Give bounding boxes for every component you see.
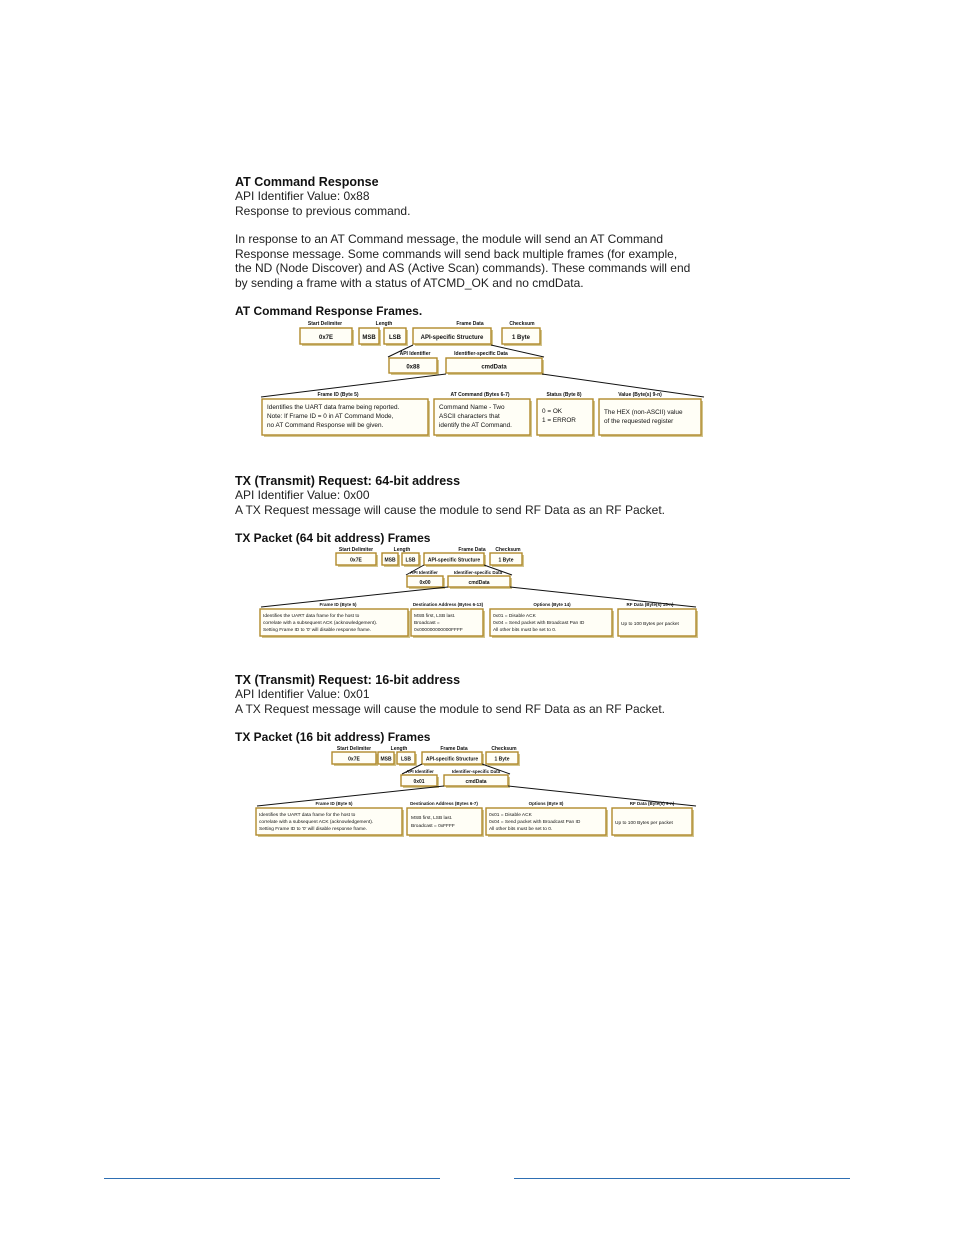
header-length: Length (375, 321, 393, 327)
header-start-delimiter: Start Delimiter (338, 547, 374, 553)
section-title: TX (Transmit) Request: 16-bit address (235, 673, 461, 687)
header-api-identifier: API Identifier (406, 769, 434, 774)
header-rf-data: RF Data (Byte(s) 9-n) (629, 801, 675, 806)
header-frame-data: Frame Data (440, 746, 468, 752)
api-identifier-value: 0x00 (419, 579, 431, 586)
header-rf-data: RF Data (Byte(s) 15-n) (626, 602, 674, 607)
header-value: Value (Byte(s) 9-n) (618, 392, 662, 398)
at-command-desc: identify the AT Command. (439, 422, 512, 429)
tx64-section (235, 474, 725, 517)
frame-id-desc: Note: If Frame ID = 0 in AT Command Mode, (267, 413, 394, 420)
status-desc: 1 = ERROR (542, 417, 576, 424)
options-desc: 0x01 = Disable ACK (489, 813, 532, 818)
header-destination-address: Destination Address (Bytes 6-13) (412, 602, 484, 607)
frames-title: TX Packet (16 bit address) Frames (235, 730, 431, 744)
footer-rule-left (104, 1178, 440, 1179)
options-desc: 0x04 = Send packet with Broadcast Pan ID (489, 820, 581, 825)
header-length: Length (390, 746, 408, 752)
length-msb: MSB (384, 557, 396, 564)
section-subtitle: Response to previous command. (235, 203, 411, 218)
api-identifier: API Identifier Value: 0x88 (235, 189, 370, 203)
options-desc: 0x01 = Disable ACK (493, 614, 536, 619)
api-identifier-value: 0x88 (406, 364, 420, 371)
options-desc: All other bits must be set to 0. (489, 827, 553, 832)
at-command-desc: Command Name - Two (439, 404, 505, 411)
identifier-specific-data-value: cmdData (468, 579, 490, 586)
header-identifier-specific-data: Identifier-specific Data (451, 769, 501, 774)
start-delimiter-value: 0x7E (348, 756, 360, 763)
destination-address-desc: Broadcast = 0xFFFF (411, 824, 455, 829)
frame-id-desc: no AT Command Response will be given. (267, 422, 384, 429)
identifier-specific-data-value: cmdData (481, 364, 507, 371)
header-api-identifier: API Identifier (399, 351, 431, 357)
start-delimiter-value: 0x7E (350, 557, 362, 564)
header-start-delimiter: Start Delimiter (307, 321, 343, 327)
header-start-delimiter: Start Delimiter (336, 746, 372, 752)
destination-address-desc: MSB first, LSB last. (414, 614, 456, 619)
api-specific-structure: API-specific Structure (420, 335, 484, 341)
frame-id-desc: Identifies the UART data frame for the host to (263, 614, 360, 619)
header-checksum: Checksum (491, 746, 517, 752)
status-desc: 0 = OK (542, 408, 563, 415)
paragraph-line: by sending a frame with a status of ATCMD_OK and no cmdData. (235, 275, 584, 290)
header-frame-data: Frame Data (456, 321, 484, 327)
start-delimiter-value: 0x7E (318, 335, 334, 341)
header-options: Options (Byte 14) (533, 602, 571, 607)
checksum-value: 1 Byte (511, 335, 531, 341)
rf-data-desc: Up to 100 Bytes per packet (615, 821, 673, 826)
paragraph-line: Response message. Some commands will send back multiple frames (for example, (235, 246, 678, 261)
paragraph-line: In response to an AT Command message, the module will send an AT Command (235, 232, 664, 246)
tx16-frame-diagram (254, 744, 700, 840)
footer-rule-right (514, 1178, 850, 1179)
frame-id-desc: Identifies the UART data frame for the host to (259, 813, 356, 818)
section-title: TX (Transmit) Request: 64-bit address (235, 474, 461, 488)
tx64-frame-diagram (258, 545, 700, 641)
frame-id-desc: Setting Frame ID to '0' will disable response frame. (259, 827, 367, 832)
frame-id-desc: Setting Frame ID to '0' will disable response frame. (263, 628, 371, 633)
header-checksum: Checksum (509, 321, 535, 327)
frames-title: TX Packet (64 bit address) Frames (235, 531, 431, 545)
length-lsb: LSB (389, 335, 401, 341)
header-api-identifier: API Identifier (410, 570, 438, 575)
length-lsb: LSB (401, 756, 411, 763)
header-frame-data: Frame Data (458, 547, 486, 553)
tx16-section (235, 673, 725, 716)
paragraph-line: the ND (Node Discover) and AS (Active Scan) commands). These commands will end (235, 261, 691, 275)
header-frame-id: Frame ID (Byte 5) (315, 801, 353, 806)
destination-address-desc: Broadcast = (414, 621, 440, 626)
header-frame-id: Frame ID (Byte 5) (317, 392, 359, 398)
value-desc: of the requested register (604, 418, 674, 425)
section-description: A TX Request message will cause the module to send RF Data as an RF Packet. (235, 502, 665, 517)
frame-id-desc: correlate with a subsequent ACK (acknowledgement). (263, 621, 378, 626)
api-specific-structure: API-specific Structure (425, 756, 479, 763)
header-status: Status (Byte 8) (546, 392, 582, 398)
at-response-frame-diagram (258, 318, 708, 440)
frame-id-desc: correlate with a subsequent ACK (acknowledgement). (259, 820, 374, 825)
header-length: Length (393, 547, 411, 553)
header-destination-address: Destination Address (Bytes 6-7) (410, 801, 478, 806)
checksum-value: 1 Byte (498, 557, 514, 564)
destination-address-box (407, 808, 482, 835)
header-at-command: AT Command (Bytes 6-7) (450, 392, 510, 398)
header-frame-id: Frame ID (Byte 5) (319, 602, 357, 607)
api-identifier-value: 0x01 (413, 778, 425, 785)
api-identifier: API Identifier Value: 0x01 (235, 687, 370, 701)
length-msb: MSB (362, 335, 376, 341)
destination-address-desc: 0x000000000000FFFF (414, 628, 463, 633)
value-box (599, 399, 701, 435)
api-specific-structure: API-specific Structure (427, 557, 481, 564)
header-options: Options (Byte 8) (528, 801, 564, 806)
destination-address-desc: MSB first, LSB last. (411, 816, 453, 821)
checksum-value: 1 Byte (494, 756, 510, 763)
identifier-specific-data-value: cmdData (465, 778, 487, 785)
section-description: A TX Request message will cause the module to send RF Data as an RF Packet. (235, 701, 665, 716)
at-response-section (235, 175, 725, 290)
at-command-desc: ASCII characters that (439, 413, 500, 420)
options-desc: All other bits must be set to 0. (493, 628, 557, 633)
length-msb: MSB (380, 756, 392, 763)
header-checksum: Checksum (495, 547, 521, 553)
api-identifier: API Identifier Value: 0x00 (235, 488, 370, 502)
header-identifier-specific-data: Identifier-specific Data (453, 570, 503, 575)
section-title: AT Command Response (235, 175, 379, 189)
frames-title: AT Command Response Frames. (235, 304, 423, 318)
rf-data-desc: Up to 100 Bytes per packet (621, 622, 679, 627)
length-lsb: LSB (405, 557, 416, 564)
header-identifier-specific-data: Identifier-specific Data (454, 351, 508, 357)
frame-id-desc: Identifies the UART data frame being reported. (267, 404, 400, 411)
value-desc: The HEX (non-ASCII) value (604, 409, 683, 416)
options-desc: 0x04 = Send packet with Broadcast Pan ID (493, 621, 585, 626)
